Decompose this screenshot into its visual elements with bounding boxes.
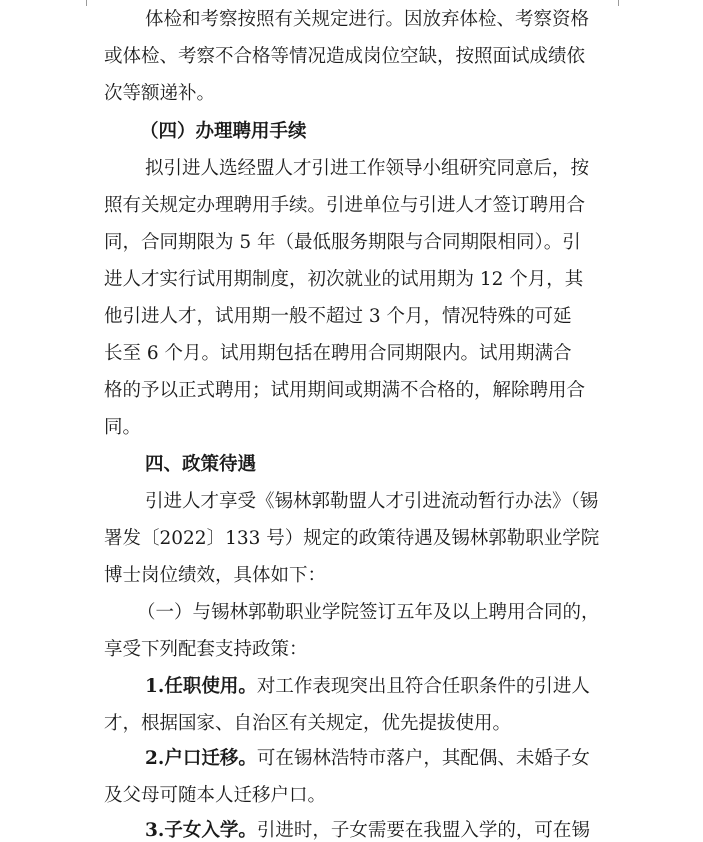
paragraph-line: 才，根据国家、自治区有关规定，优先提拔使用。 <box>104 713 512 734</box>
paragraph-line: 享受下列配套支持政策： <box>104 639 308 660</box>
paragraph-line: 同，合同期限为 5 年（最低服务期限与合同期限相同）。引 <box>104 232 581 253</box>
paragraph-line: 博士岗位绩效，具体如下： <box>104 565 327 586</box>
item-text: 可在锡林浩特市落户，其配偶、未婚子女 <box>256 748 590 769</box>
section-heading: 四、政策待遇 <box>145 454 257 475</box>
paragraph-line: 署发〔2022〕133 号）规定的政策待遇及锡林郭勒职业学院 <box>104 528 600 549</box>
paragraph-line: 他引进人才，试用期一般不超过 3 个月，情况特殊的可延 <box>104 306 572 327</box>
section-heading: （四）办理聘用手续 <box>140 121 307 142</box>
paragraph-line: 体检和考察按照有关规定进行。因放弃体检、考察资格 <box>145 9 590 30</box>
paragraph-line <box>145 748 590 770</box>
item-text: 对工作表现突出且符合任职条件的引进人 <box>256 676 590 697</box>
item-heading: 2.户口迁移。 <box>145 748 257 769</box>
item-heading: 3.子女入学。 <box>145 820 257 841</box>
paragraph-line: （一）与锡林郭勒职业学院签订五年及以上聘用合同的， <box>137 602 600 623</box>
item-heading: 1.任职使用。 <box>145 676 257 697</box>
paragraph-line: 格的予以正式聘用；试用期间或期满不合格的，解除聘用合 <box>104 380 586 401</box>
item-text: 引进时，子女需要在我盟入学的，可在锡 <box>256 820 590 841</box>
paragraph-line: 次等额递补。 <box>104 83 216 104</box>
paragraph-line: 或体检、考察不合格等情况造成岗位空缺，按照面试成绩依 <box>104 46 586 67</box>
paragraph-line <box>145 820 590 842</box>
left-margin-mark <box>86 0 87 6</box>
right-margin-mark <box>618 0 619 6</box>
paragraph-line: 及父母可随本人迁移户口。 <box>104 785 327 806</box>
paragraph-line: 进人才实行试用期制度，初次就业的试用期为 12 个月，其 <box>104 269 584 290</box>
paragraph-line: 同。 <box>104 417 142 438</box>
paragraph-line: 长至 6 个月。试用期包括在聘用合同期限内。试用期满合 <box>104 343 572 364</box>
paragraph-line: 引进人才享受《锡林郭勒盟人才引进流动暂行办法》（锡 <box>145 491 599 512</box>
paragraph-line: 拟引进人选经盟人才引进工作领导小组研究同意后，按 <box>145 158 590 179</box>
paragraph-line <box>145 676 590 698</box>
paragraph-line: 照有关规定办理聘用手续。引进单位与引进人才签订聘用合 <box>104 195 586 216</box>
